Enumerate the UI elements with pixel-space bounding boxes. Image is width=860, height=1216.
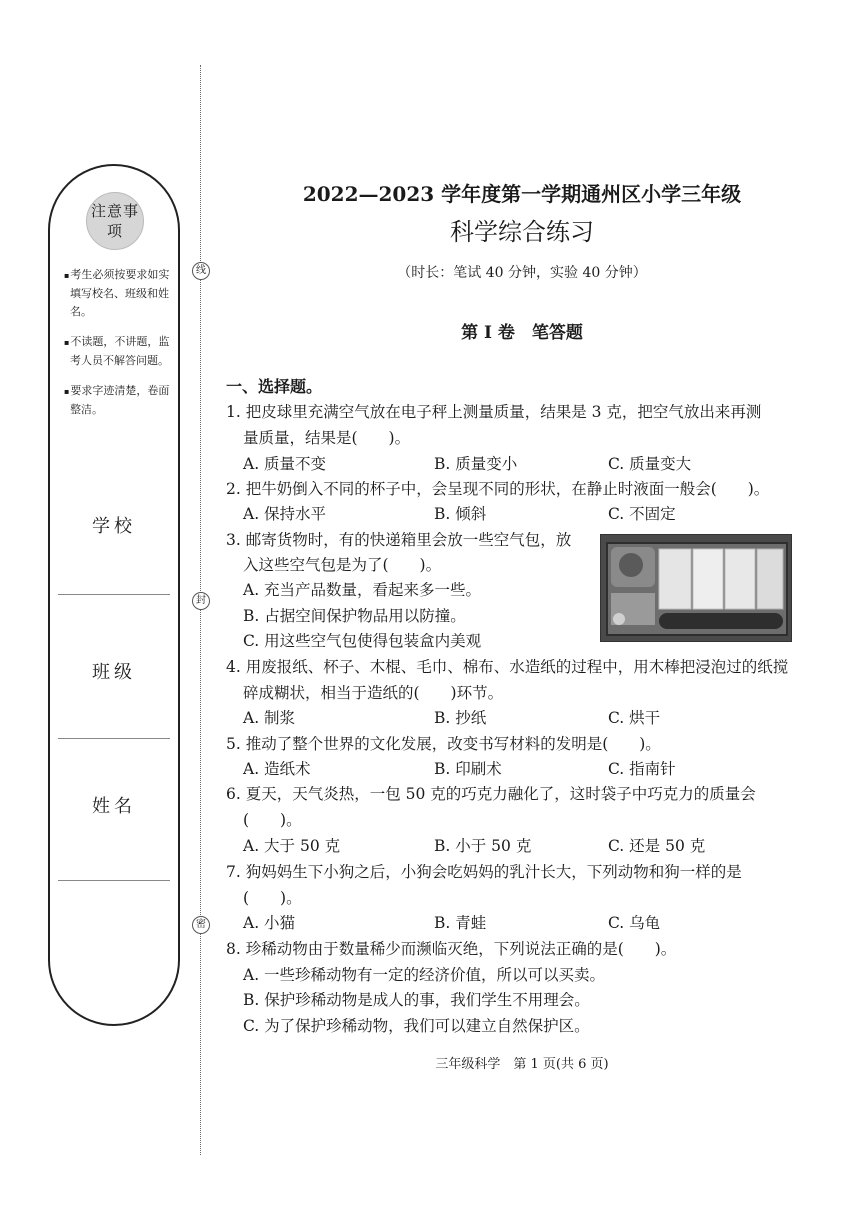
question-1-option-c: C. 质量变大 (608, 455, 692, 473)
question-4-option-a: A. 制浆 (243, 709, 296, 727)
exam-duration: （时长：笔试 40 分钟，实验 40 分钟） (397, 265, 647, 281)
name-label: 姓名 (92, 796, 136, 817)
exam-subtitle: 科学综合练习 (450, 218, 594, 246)
question-4-line-2: 碎成糊状，相当于造纸的( )环节。 (243, 684, 504, 702)
seal-mark-seal: 封 (192, 592, 210, 610)
question-3-option-c: C. 用这些空气包使得包装盒内美观 (243, 632, 482, 650)
question-2-option-a: A. 保持水平 (243, 505, 327, 523)
question-6-line-2: ( )。 (243, 811, 302, 829)
question-5-option-c: C. 指南针 (608, 760, 676, 778)
question-6-option-a: A. 大于 50 克 (243, 837, 341, 855)
question-2-line-1: 2. 把牛奶倒入不同的杯子中，会呈现不同的形状，在静止时液面一般会( )。 (226, 480, 770, 498)
binding-line (200, 65, 201, 1155)
question-8-option-c: C. 为了保护珍稀动物，我们可以建立自然保护区。 (243, 1017, 590, 1035)
school-label: 学校 (92, 516, 136, 537)
info-sidebar (48, 164, 180, 1026)
notice-item: ▪ 考生必须按要求如实填写校名、班级和姓名。 (64, 266, 176, 321)
question-7-line-1: 7. 狗妈妈生下小狗之后，小狗会吃妈妈的乳汁长大，下列动物和狗一样的是 (226, 863, 742, 881)
question-5-line-1: 5. 推动了整个世界的文化发展，改变书写材料的发明是( )。 (226, 735, 661, 753)
class-label: 班级 (92, 662, 136, 683)
question-7-option-c: C. 乌龟 (608, 914, 661, 932)
question-4-option-b: B. 抄纸 (434, 709, 487, 727)
divider (58, 880, 170, 881)
question-1-option-a: A. 质量不变 (243, 455, 327, 473)
question-5-option-a: A. 造纸术 (243, 760, 311, 778)
question-4-option-c: C. 烘干 (608, 709, 661, 727)
question-6-line-1: 6. 夏天，天气炎热，一包 50 克的巧克力融化了，这时袋子中巧克力的质量会 (226, 785, 756, 803)
box-illustration (601, 535, 792, 642)
question-1-line-1: 1. 把皮球里充满空气放在电子秤上测量质量，结果是 3 克，把空气放出来再测 (226, 403, 762, 421)
exam-title: 2022—2023 学年度第一学期通州区小学三年级 (302, 182, 742, 206)
seal-mark-secret: 密 (192, 916, 210, 934)
divider (58, 594, 170, 595)
question-8-option-a: A. 一些珍稀动物有一定的经济价值，所以可以买卖。 (243, 966, 606, 984)
question-5-option-b: B. 印刷术 (434, 760, 502, 778)
question-8-option-b: B. 保护珍稀动物是成人的事，我们学生不用理会。 (243, 991, 590, 1009)
question-2-option-b: B. 倾斜 (434, 505, 487, 523)
divider (58, 738, 170, 739)
question-3-line-2: 入这些空气包是为了( )。 (243, 556, 442, 574)
part-title: 第 I 卷 笔答题 (461, 323, 583, 343)
question-7-option-a: A. 小猫 (243, 914, 296, 932)
question-6-option-c: C. 还是 50 克 (608, 837, 706, 855)
question-1-line-2: 量质量，结果是( )。 (243, 429, 411, 447)
question-4-line-1: 4. 用废报纸、杯子、木棍、毛巾、棉布、水造纸的过程中，用木棒把浸泡过的纸搅 (226, 658, 789, 676)
section-title: 一、选择题。 (226, 377, 323, 396)
question-2-option-c: C. 不固定 (608, 505, 676, 523)
question-1-option-b: B. 质量变小 (434, 455, 518, 473)
notice-list (64, 266, 176, 431)
notice-badge: 注意事项 (86, 192, 144, 250)
question-7-option-b: B. 青蛙 (434, 914, 487, 932)
question-3-line-1: 3. 邮寄货物时，有的快递箱里会放一些空气包，放 (226, 531, 572, 549)
question-3-option-b: B. 占据空间保护物品用以防撞。 (243, 607, 466, 625)
notice-item: ▪ 要求字迹清楚，卷面整洁。 (64, 382, 176, 419)
seal-mark-line: 线 (192, 262, 210, 280)
question-8-line-1: 8. 珍稀动物由于数量稀少而濒临灭绝，下列说法正确的是( )。 (226, 940, 677, 958)
question-7-line-2: ( )。 (243, 889, 302, 907)
question-3-option-a: A. 充当产品数量，看起来多一些。 (243, 581, 482, 599)
page-footer: 三年级科学 第 1 页(共 6 页) (435, 1057, 609, 1072)
air-cushion-box-photo (600, 534, 792, 642)
notice-item: ▪ 不读题，不讲题，监考人员不解答问题。 (64, 333, 176, 370)
question-6-option-b: B. 小于 50 克 (434, 837, 532, 855)
